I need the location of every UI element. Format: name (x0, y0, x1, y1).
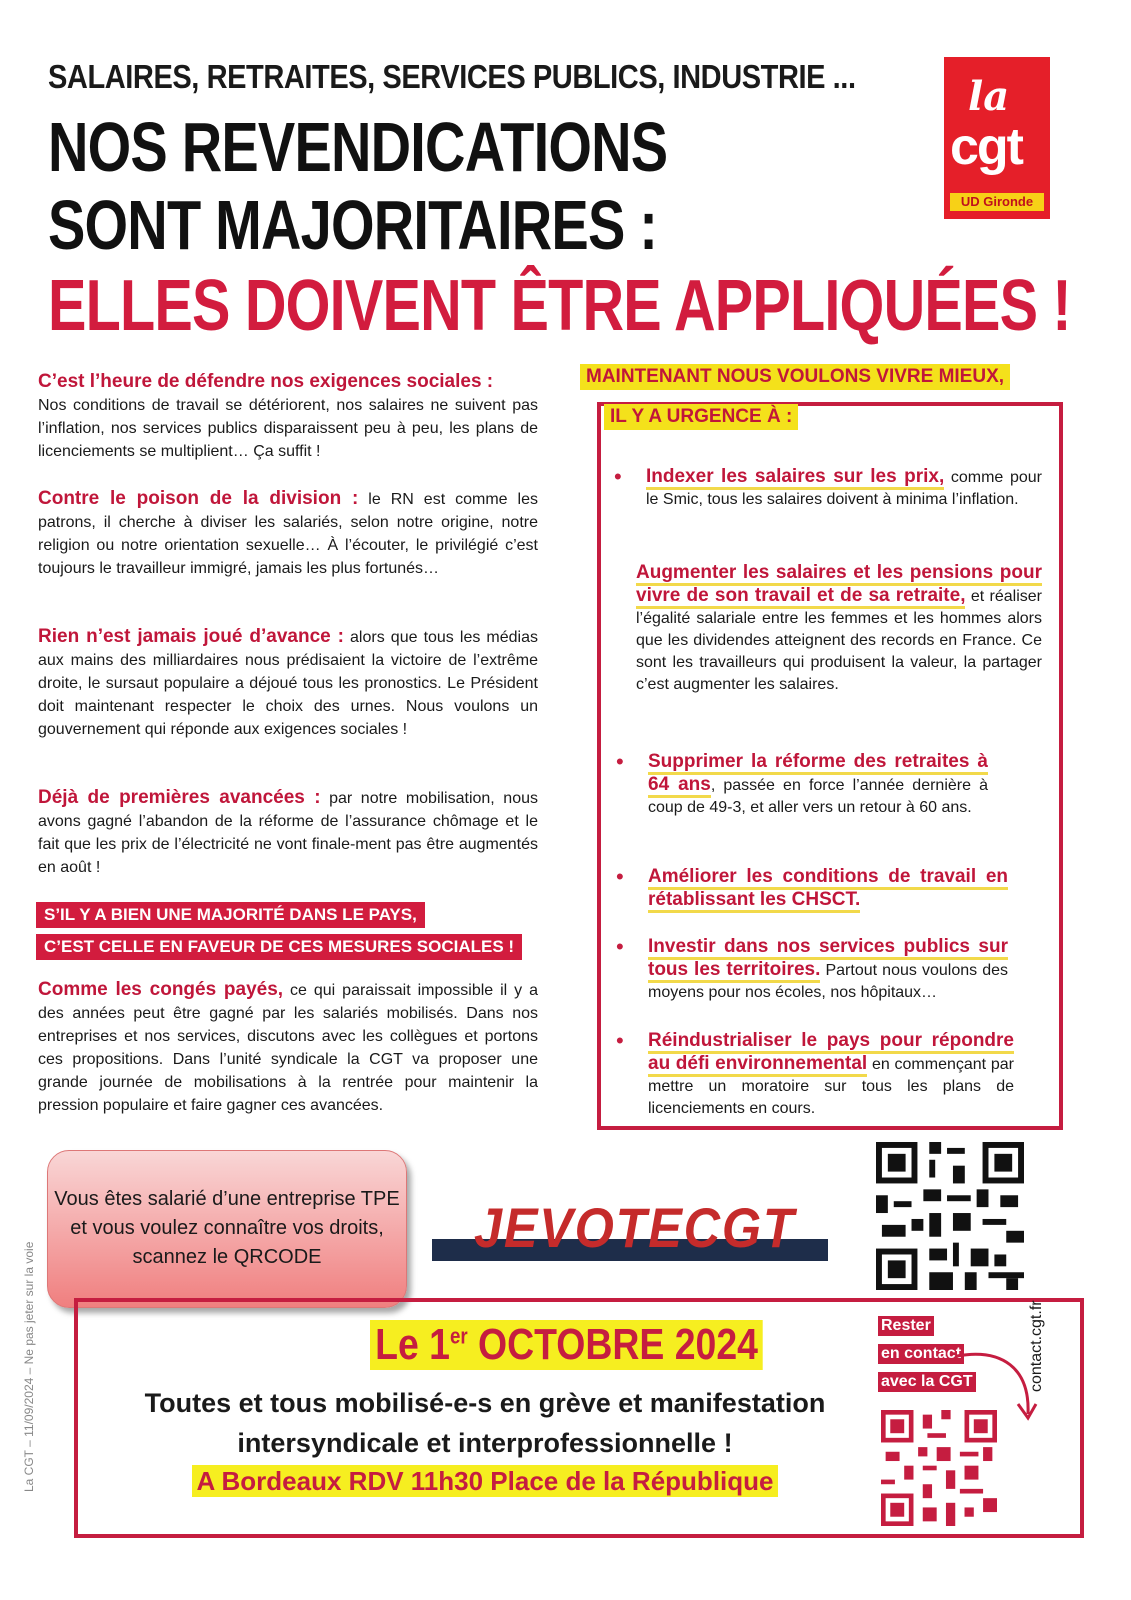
mobilisation-line-2: intersyndicale et interprofessionnelle ! (237, 1428, 733, 1458)
rdv-text: A Bordeaux RDV 11h30 Place de la République (192, 1465, 777, 1497)
bullet-icon: • (616, 1028, 624, 1053)
contact-url[interactable]: contact.cgt.fr (1028, 1300, 1045, 1392)
date-sup: er (449, 1323, 468, 1349)
section-body: ce qui paraissait impossible il y a des années peut être gagné par les salariés mobilisés. Dans nos entreprises et nos services, discutons avec les collègues et portons ces propositions. Dans l’unité syndicale la CGT va proposer une grande journée de mobilisations à la rentrée pour maintenir la pression populaire et faire gagner ces avancées. (38, 982, 539, 1114)
section-conges (38, 978, 538, 1117)
section-exigences (38, 370, 538, 463)
supertitle: SALAIRES, RETRAITES, SERVICES PUBLICS, INDUSTRIE ... (48, 58, 856, 95)
demand-lead: Supprimer la réforme des retraites à 64 ans (648, 751, 988, 798)
tpe-line-2: et vous voulez connaître vos droits, (70, 1217, 384, 1239)
bullet-icon: • (616, 864, 624, 889)
logo-la: la (968, 73, 1010, 120)
qr-code-tpe[interactable] (872, 1142, 1028, 1290)
bullet-icon: • (614, 464, 622, 489)
demand-item (616, 1028, 1014, 1120)
demand-body: Partout nous voulons des moyens pour nos écoles, nos hôpitaux… (648, 962, 1009, 1001)
right-header-line-1: MAINTENANT NOUS VOULONS VIVRE MIEUX, (580, 364, 1010, 390)
bullet-icon: • (616, 934, 624, 959)
tpe-callout (47, 1150, 407, 1308)
demand-body: et réaliser l’égalité salariale entre les femmes et les hommes alors que les dividendes atteignent des records en France. Ce sont les travailleurs qui produisent la valeur, la partager c’est augmenter les salaires. (636, 588, 1042, 693)
section-division (38, 487, 538, 580)
demand-item (636, 562, 1042, 696)
demand-item (616, 934, 1009, 1004)
rdv-wrapper (80, 1466, 890, 1497)
section-body: le RN est comme les patrons, il cherche à diviser les salariés, selon notre origine, notre religion ou notre orientation sexuelle… À l’écouter, le privilégié c’est toujours le travailleur immigré, jamais les plus fortunés… (38, 491, 538, 577)
date-prefix: Le 1 (375, 1320, 450, 1369)
section-lead: C’est l’heure de défendre nos exigences sociales : (38, 371, 494, 392)
title-line-2: SONT MAJORITAIRES : (48, 186, 658, 264)
tpe-line-3: scannez le QRCODE (132, 1246, 322, 1268)
jevotecgt-text: JEVOTECGT (474, 1196, 796, 1259)
qr-code-contact[interactable] (874, 1410, 1004, 1526)
contact-tag-2: en contact (878, 1344, 964, 1364)
banner-line-2: C’EST CELLE EN FAVEUR DE CES MESURES SOCIALES ! (36, 934, 522, 960)
demand-lead: Réindustrialiser le pays pour répondre au défi environnemental (648, 1030, 1014, 1077)
demand-lead: Augmenter les salaires et les pensions pour vivre de son travail et de sa retraite, (636, 562, 1042, 609)
section-body: alors que tous les médias aux mains des milliardaires nous prédisaient la victoire de l’extrême droite, le sursaut populaire a déjoué tous les pronostics. Le Président doit maintenant respecter le choix des urnes. Nous voulons un gouvernement qui réponde aux exigences sociales ! (38, 629, 538, 738)
section-body: Nos conditions de travail se détériorent, nos salaires ne suivent pas l’inflation, nos services publics disparaissent peu à peu, les plans de licenciements se multiplient… Ça suffit ! (38, 397, 538, 460)
logo-ud-gironde: UD Gironde (950, 193, 1044, 211)
section-avancees (38, 786, 538, 879)
footer-note: La CGT – 11/09/2024 – Ne pas jeter sur la voie (22, 1241, 36, 1492)
section-body: par notre mobilisation, nous avons gagné l’abandon de la réforme de l’assurance chômage et le fait que les prix de l’électricité ne vont finale-ment pas être augmentés en août ! (38, 790, 538, 876)
right-header-line-2: IL Y A URGENCE À : (604, 404, 798, 430)
demand-item (616, 864, 1008, 912)
contact-tag-3: avec la CGT (878, 1372, 976, 1392)
bullet-icon: • (616, 749, 624, 774)
demand-lead: Améliorer les conditions de travail en rétablissant les CHSCT. (648, 866, 1008, 913)
tpe-line-1: Vous êtes salarié d’une entreprise TPE (54, 1188, 400, 1210)
title-line-3: ELLES DOIVENT ÊTRE APPLIQUÉES ! (48, 266, 1071, 346)
demand-item (616, 749, 989, 819)
banner-line-1: S’IL Y A BIEN UNE MAJORITÉ DANS LE PAYS, (36, 902, 425, 928)
section-lead: Rien n’est jamais joué d’avance : (38, 626, 344, 647)
title-line-1: NOS REVENDICATIONS (48, 108, 668, 186)
demand-body: , passée en force l’année dernière à coup de 49-3, et aller vers un retour à 60 ans. (648, 777, 989, 816)
section-lead: Déjà de premières avancées : (38, 787, 321, 808)
event-date (370, 1320, 763, 1370)
tpe-text (48, 1185, 406, 1272)
date-rest: OCTOBRE 2024 (467, 1320, 758, 1369)
demand-item (614, 464, 1042, 511)
demand-body: comme pour le Smic, tous les salaires doivent à minima l’inflation. (646, 469, 1042, 508)
logo-cgt: cgt (950, 118, 1022, 176)
mobilisation-line-1: Toutes et tous mobilisé-e-s en grève et manifestation (144, 1388, 826, 1418)
section-lead: Contre le poison de la division : (38, 488, 359, 509)
section-avance (38, 625, 538, 741)
demand-body: en commençant par mettre un moratoire sur tous les plans de licenciements en cours. (648, 1056, 1014, 1117)
section-lead: Comme les congés payés, (38, 979, 284, 1000)
cgt-logo (944, 57, 1050, 219)
jevotecgt-banner (432, 1193, 828, 1263)
contact-tag-1: Rester (878, 1316, 934, 1336)
demand-lead: Indexer les salaires sur les prix, (646, 466, 944, 490)
demand-lead: Investir dans nos services publics sur tous les territoires. (648, 936, 1008, 983)
